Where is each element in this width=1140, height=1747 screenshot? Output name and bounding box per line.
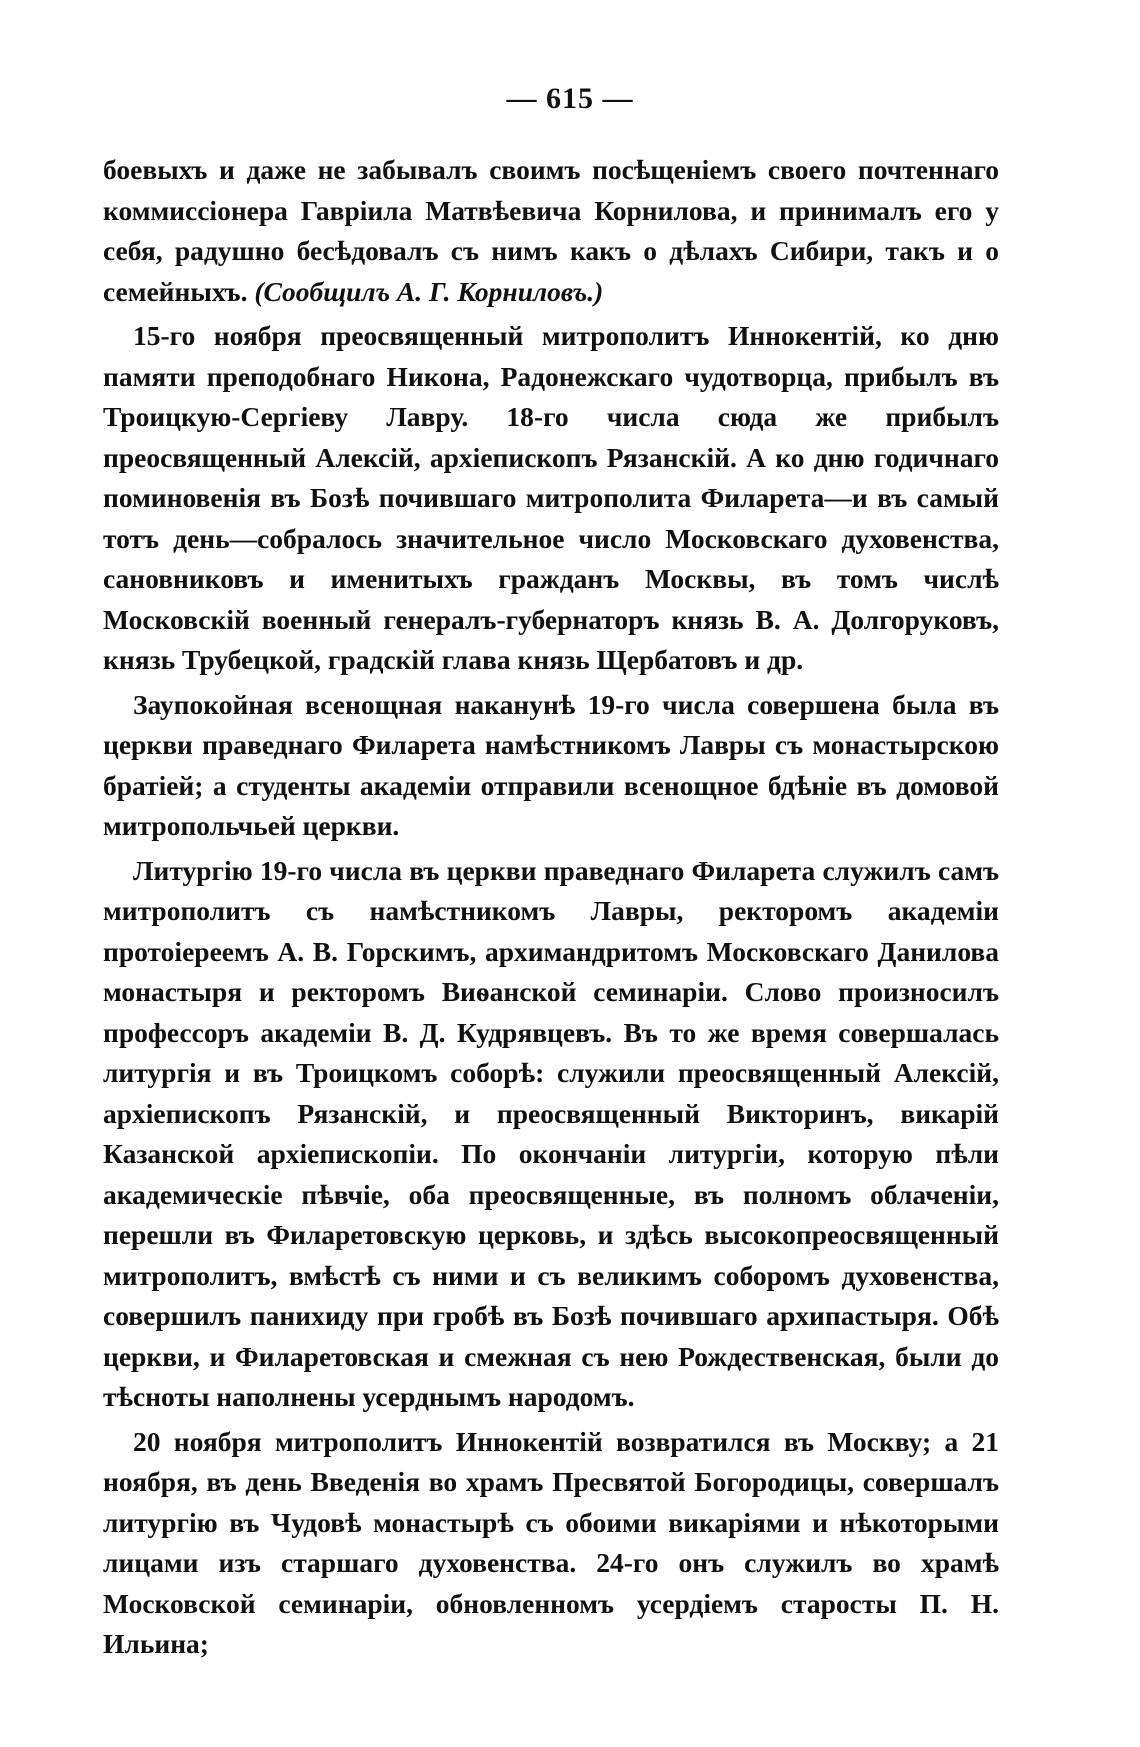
page-text: [103, 150, 999, 1665]
page-number: — 615 —: [506, 82, 634, 115]
source-citation: (Сообщилъ А. Г. Корниловъ.): [254, 275, 604, 307]
paragraph: 20 ноября митрополитъ Иннокентій возвратился въ Москву; а 21 ноября, въ день Введенія во храмъ Пресвятой Богородицы, совершалъ литургію въ Чудовѣ монастырѣ съ обоими викаріями и нѣкоторыми лицами изъ старшаго духовенства. 24-го онъ служилъ во храмѣ Московской семинаріи, обновленномъ усердіемъ старосты П. Н. Ильина;: [103, 1425, 999, 1659]
paragraph-text: боевыхъ и даже не забывалъ своимъ посѣщеніемъ своего почтеннаго коммиссіонера Гавріила Матвѣевича Корнилова, и принималъ его у себя, радушно бесѣдовалъ съ нимъ какъ о дѣлахъ Сибири, такъ и о семейныхъ.: [103, 154, 999, 307]
paragraph: Литургію 19-го числа въ церкви праведнаго Филарета служилъ самъ митрополитъ съ намѣстникомъ Лавры, ректоромъ академіи протоіереемъ А. В. Горскимъ, архимандритомъ Московскаго Данилова монастыря и ректоромъ Виѳанской семинаріи. Слово произносилъ профессоръ академіи В. Д. Кудрявцевъ. Въ то же время совершалась литургія и въ Троицкомъ соборѣ: служили преосвященный Алексій, архіепископъ Рязанскій, и преосвященный Викторинъ, викарій Казанской архіепископіи. По окончаніи литургіи, которую пѣли академическіе пѣвчіе, оба преосвященные, въ полномъ облаченіи, перешли въ Филаретовскую церковь, и здѣсь высокопреосвященный митрополитъ, вмѣстѣ съ ними и съ великимъ соборомъ духовенства, совершилъ панихиду при гробѣ въ Бозѣ почившаго архипастыря. Обѣ церкви, и Филаретовская и смежная съ нею Рождественская, были до тѣсноты наполнены усерднымъ народомъ.: [103, 854, 999, 1412]
paragraph: 15-го ноября преосвященный митрополитъ Иннокентій, ко дню памяти преподобнаго Никона, Радонежскаго чудотворца, прибылъ въ Троицкую-Сергіеву Лавру. 18-го числа сюда же прибылъ преосвященный Алексій, архіепископъ Рязанскій. А ко дню годичнаго поминовенія въ Бозѣ почившаго митрополита Филарета—и въ самый тотъ день—собралось значительное число Московскаго духовенства, сановниковъ и именитыхъ гражданъ Москвы, въ томъ числѣ Московскій военный генералъ-губернаторъ князь В. А. Долгоруковъ, князь Трубецкой, градскій глава князь Щербатовъ и др.: [103, 320, 999, 675]
paragraph: Заупокойная всенощная наканунѣ 19-го числа совершена была въ церкви праведнаго Филарета намѣстникомъ Лавры съ монастырскою братіей; а студенты академіи отправили всенощное бдѣніе въ домовой митропольчьей церкви.: [103, 688, 999, 841]
paragraph-continuation: [103, 150, 999, 312]
